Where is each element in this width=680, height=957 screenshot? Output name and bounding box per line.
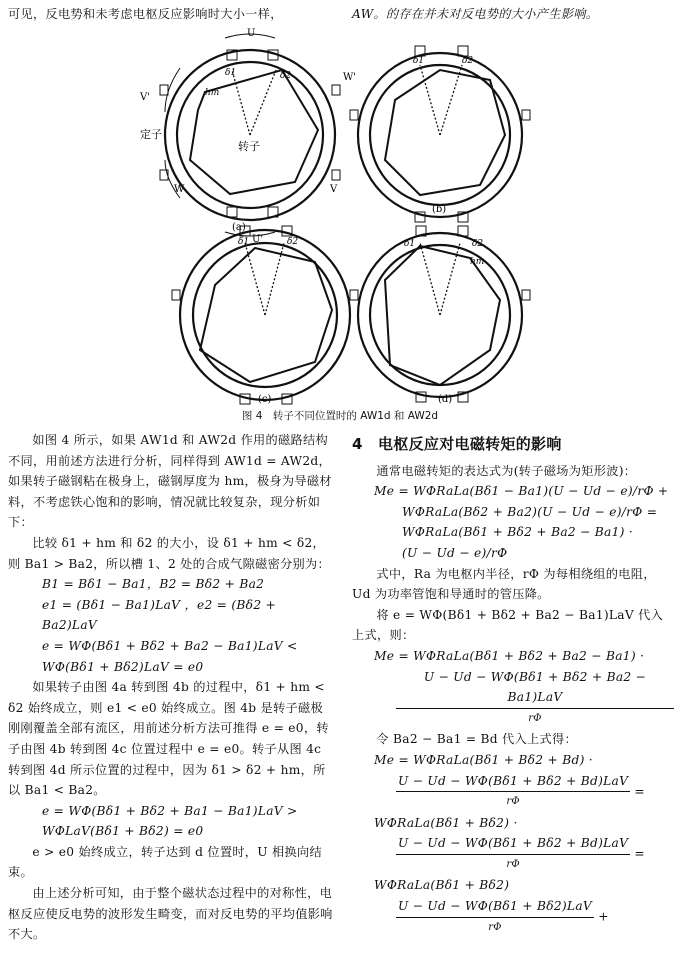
equation: B1 = Bδ1 − Ba1，B2 = Bδ2 + Ba2 xyxy=(42,577,265,592)
fraction xyxy=(352,896,674,938)
diagram-d xyxy=(350,226,530,402)
diagram-b xyxy=(350,46,530,222)
label-w-right: W' xyxy=(343,72,357,83)
label-d2-d: δ2 xyxy=(472,239,484,249)
equals-sign: = xyxy=(634,846,645,861)
equation: WΦRaLa(Bδ1 + Bδ2) xyxy=(374,878,510,893)
equation: Me = WΦRaLa(Bδ1 − Ba1)(U − Ud − e)/rΦ + xyxy=(374,484,669,499)
slot-a-3 xyxy=(227,207,237,217)
paragraph: 比较 δ1 + hm 和 δ2 的大小，设 δ1 + hm < δ2，则 Ba1 > Ba2，所以槽 1、2 处的合成气隙磁密分别为： xyxy=(8,535,331,571)
paragraph: 将 e = WΦ(Bδ1 + Bδ2 + Ba2 − Ba1)LaV 代入上式，则： xyxy=(352,607,664,643)
label-d2-a: δ2 xyxy=(280,71,292,81)
equation: (U − Ud − e)/rΦ xyxy=(402,545,508,560)
diagram-a xyxy=(160,34,340,236)
label-u-bottom: U' xyxy=(252,234,264,245)
label-sub-b: (b) xyxy=(432,204,447,215)
label-d1-a: δ1 xyxy=(225,68,237,78)
paragraph: 如果转子由图 4a 转到图 4b 的过程中，δ1 + hm < δ2 始终成立，则 e1 < e0 始终成立。图 4b 是转子磁极刚刚覆盖全部有流区，用前述分析方法可推得 e = e0，转子由图 4b 转到图 4c 位置过程中 e = e0。转子从图 4c 转到图 4d 所示位置的过程中，因为 δ1 > δ2 + hm，所以 Ba1 < Ba2。 xyxy=(8,680,329,798)
slot-a-8 xyxy=(332,170,340,180)
equation: e = WΦ(Bδ1 + Bδ2 + Ba2 − Ba1)LaV < xyxy=(42,638,298,653)
paragraph: 如图 4 所示，如果 AW1d 和 AW2d 作用的磁路结构不同，用前述方法进行分析，同样得到 AW1d = AW2d，如果转子磁钢粘在极身上，磁钢厚度为 hm，极身为导磁材料，不考虑铁心饱和的影响，情况就比较复杂，现分析如下： xyxy=(8,433,332,530)
label-v-right: V xyxy=(330,184,338,195)
label-d1-b: δ1 xyxy=(413,56,425,66)
diagram-c xyxy=(172,226,358,404)
fraction-numerator: U − Ud − WΦ(Bδ1 + Bδ2 + Ba2 − Ba1)LaV xyxy=(396,667,674,709)
plus-sign: + xyxy=(598,909,609,924)
paragraph: 令 Ba2 − Ba1 = Bd 代入上式得： xyxy=(376,732,577,747)
equation: WΦRaLa(Bδ2 + Ba2)(U − Ud − e)/rΦ = xyxy=(402,504,658,519)
equation: WΦRaLa(Bδ1 + Bδ2 + Ba2 − Ba1) · xyxy=(402,525,634,540)
equation: WΦLaV(Bδ1 + Bδ2) = e0 xyxy=(42,824,204,839)
label-rotor: 转子 xyxy=(238,140,260,153)
label-sub-a: (a) xyxy=(232,222,246,233)
fraction-denominator: rΦ xyxy=(506,858,520,870)
equation: WΦ(Bδ1 + Bδ2)LaV = e0 xyxy=(42,659,204,674)
label-d2-b: δ2 xyxy=(462,56,474,66)
label-u-top: U xyxy=(247,28,256,39)
paragraph: 通常电磁转矩的表达式为(转子磁场为矩形波)： xyxy=(376,463,637,478)
label-d2-c: δ2 xyxy=(287,237,299,247)
figure-caption: 图 4 转子不同位置时的 AW1d 和 AW2d xyxy=(241,410,439,422)
paragraph: 式中，Ra 为电枢内半径，rΦ 为每相绕组的电阻，Ud 为功率管饱和导通时的管压降。 xyxy=(352,566,656,602)
fraction xyxy=(352,833,674,875)
slot-a-7 xyxy=(332,85,340,95)
paragraph: e > e0 始终成立，转子达到 d 位置时，U 相换向结束。 xyxy=(8,844,322,880)
label-sub-d: (d) xyxy=(438,394,453,405)
label-stator: 定子 xyxy=(140,128,162,141)
label-d1-c: δ1 xyxy=(238,237,250,247)
equation: e = WΦ(Bδ1 + Bδ2 + Ba1 − Ba1)LaV > xyxy=(42,803,298,818)
label-hm-a: hm xyxy=(205,88,220,98)
equation: WΦRaLa(Bδ1 + Bδ2) · xyxy=(374,815,518,830)
left-column xyxy=(8,430,334,945)
paragraph: 由上述分析可知，由于整个磁状态过程中的对称性，电枢反应使反电势的波形发生畸变，而对反电势的平均值影响不大。 xyxy=(8,886,333,942)
fraction-denominator: rΦ xyxy=(528,712,542,724)
fraction xyxy=(352,667,674,730)
top-text-left: 可见，反电势和未考虑电枢反应影响时大小一样， xyxy=(8,7,283,21)
equals-sign: = xyxy=(634,784,645,799)
slot-a-5 xyxy=(160,85,168,95)
top-text-right: AW。的存在并未对反电势的大小产生影响。 xyxy=(352,7,599,21)
axis-line-a2 xyxy=(250,70,276,135)
section-heading: 4 电枢反应对电磁转矩的影响 xyxy=(352,435,562,453)
fraction-denominator: rΦ xyxy=(506,796,520,808)
fraction-numerator: U − Ud − WΦ(Bδ1 + Bδ2)LaV xyxy=(396,896,594,918)
label-w-left: W xyxy=(174,184,185,195)
equation: e1 = (Bδ1 − Ba1)LaV ，e2 = (Bδ2 + Ba2)LaV xyxy=(42,597,277,633)
fraction-numerator: U − Ud − WΦ(Bδ1 + Bδ2 + Bd)LaV xyxy=(396,771,630,793)
fraction-denominator: rΦ xyxy=(488,921,502,933)
fraction-numerator: U − Ud − WΦ(Bδ1 + Bδ2 + Bd)LaV xyxy=(396,833,630,855)
label-v-left: V' xyxy=(140,92,150,103)
fraction xyxy=(352,771,674,813)
motor-figure xyxy=(0,0,680,420)
label-hm-d: hm xyxy=(470,257,485,267)
right-column xyxy=(352,432,674,938)
label-sub-c: (c) xyxy=(258,394,272,405)
label-d1-d: δ1 xyxy=(404,239,416,249)
equation: Me = WΦRaLa(Bδ1 + Bδ2 + Ba2 − Ba1) · xyxy=(374,648,645,663)
equation: Me = WΦRaLa(Bδ1 + Bδ2 + Bd) · xyxy=(374,752,593,767)
